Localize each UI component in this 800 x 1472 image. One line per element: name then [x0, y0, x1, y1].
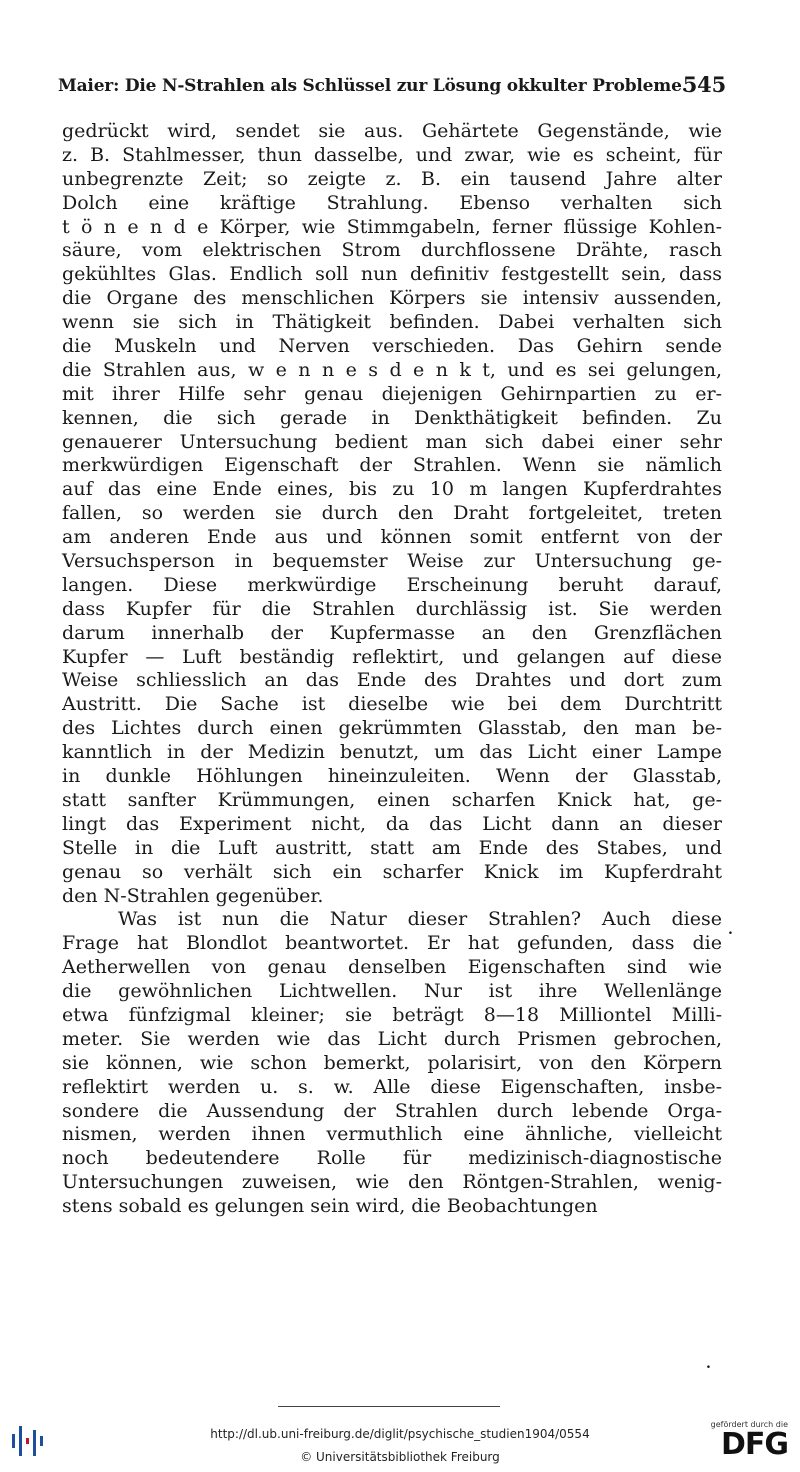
text-line: auf das eine Ende eines, bis zu 10 m langen Kupferdrahtes [62, 478, 722, 501]
text-line: genauerer Untersuchung bedient man sich dabei einer sehr [62, 430, 722, 453]
text-line: kennen, die sich gerade in Denkthätigkeit befinden. Zu [62, 406, 722, 429]
text-line: den N-Strahlen gegenüber. [62, 884, 324, 907]
text-line: des Lichtes durch einen gekrümmten Glasstab, den man be- [62, 717, 722, 740]
text-line: langen. Diese merkwürdige Erscheinung beruht darauf, [62, 573, 722, 596]
text-line: sondere die Aussendung der Strahlen durch lebende Orga- [62, 1099, 722, 1122]
text-line: fallen, so werden sie durch den Draht fortgeleitet, treten [62, 502, 722, 525]
text-line: nismen, werden ihnen vermuthlich eine ähnliche, vielleicht [62, 1123, 722, 1146]
dfg-caption: gefördert durch die [710, 1420, 788, 1429]
text-line: Weise schliesslich an das Ende des Drahtes und dort zum [62, 669, 722, 692]
text-line: Was ist nun die Natur dieser Strahlen? Auch diese [118, 908, 722, 931]
text-line: Versuchsperson in bequemster Weise zur Untersuchung ge- [62, 550, 722, 573]
text-line: Austritt. Die Sache ist dieselbe wie bei dem Durchtritt [62, 693, 722, 716]
footer-divider [278, 1406, 500, 1407]
text-line: unbegrenzte Zeit; so zeigte z. B. ein tausend Jahre alter [62, 167, 722, 190]
text-line: statt sanfter Krümmungen, einen scharfen Knick hat, ge- [62, 788, 722, 811]
text-line: Kupfer — Luft beständig reflektirt, und gelangen auf diese [62, 645, 722, 668]
text-line: die gewöhnlichen Lichtwellen. Nur ist ihre Wellenlänge [62, 980, 722, 1003]
text-line: Aetherwellen von genau denselben Eigenschaften sind wie [62, 956, 722, 979]
running-title: Maier: Die N-Strahlen als Schlüssel zur Lösung okkulter Probleme. [58, 76, 688, 96]
text-line: die Muskeln und Nerven verschieden. Das Gehirn sende [62, 335, 722, 358]
text-line: am anderen Ende aus und können somit entfernt von der [62, 526, 722, 549]
text-line: sie können, wie schon bemerkt, polarisirt, von den Körpern [62, 1051, 722, 1074]
text-line: etwa fünfzigmal kleiner; sie beträgt 8—18 Milliontel Milli- [62, 1003, 722, 1026]
text-line: reflektirt werden u. s. w. Alle diese Eigenschaften, insbe- [62, 1075, 722, 1098]
text-line: in dunkle Höhlungen hineinzuleiten. Wenn der Glasstab, [62, 765, 722, 788]
dfg-logo-icon [704, 1420, 788, 1460]
text-line: kanntlich in der Medizin benutzt, um das Licht einer Lampe [62, 741, 722, 764]
text-line: wenn sie sich in Thätigkeit befinden. Dabei verhalten sich [62, 311, 722, 334]
text-line: gekühltes Glas. Endlich soll nun definitiv festgestellt sein, dass [62, 263, 722, 286]
page-body [62, 120, 722, 1219]
dfg-wordmark: DFG [720, 1427, 788, 1462]
text-line: Untersuchungen zuweisen, wie den Röntgen-Strahlen, wenig- [62, 1171, 722, 1194]
text-line: stens sobald es gelungen sein wird, die Beobachtungen [62, 1195, 598, 1218]
text-line: Stelle in die Luft austritt, statt am Ende des Stabes, und [62, 836, 722, 859]
text-line: darum innerhalb der Kupfermasse an den Grenzflächen [62, 621, 722, 644]
text-line: meter. Sie werden wie das Licht durch Prismen gebrochen, [62, 1027, 722, 1050]
text-line: gedrückt wird, sendet sie aus. Gehärtete Gegenstände, wie [62, 120, 722, 142]
text-line: die Strahlen aus, w e n n e s d e n k t, und es sei gelungen, [62, 358, 722, 381]
text-line: Frage hat Blondlot beantwortet. Er hat gefunden, dass die [62, 932, 722, 955]
text-line: z. B. Stahlmesser, thun dasselbe, und zwar, wie es scheint, für [62, 143, 722, 166]
source-url[interactable]: http://dl.ub.uni-freiburg.de/diglit/psychische_studien1904/0554 [210, 1427, 590, 1441]
text-line: lingt das Experiment nicht, da das Licht dann an dieser [62, 812, 722, 835]
text-line: dass Kupfer für die Strahlen durchlässig ist. Sie werden [62, 597, 722, 620]
page-number: 545 [682, 72, 726, 97]
copyright-notice: © Universitätsbibliothek Freiburg [300, 1450, 500, 1464]
text-line: genau so verhält sich ein scharfer Knick im Kupferdraht [62, 860, 722, 883]
text-line: die Organe des menschlichen Körpers sie intensiv aussenden, [62, 287, 722, 310]
text-line: t ö n e n d e Körper, wie Stimmgabeln, ferner flüssige Kohlen- [62, 215, 722, 238]
text-line: säure, vom elektrischen Strom durchflossene Drähte, rasch [62, 239, 722, 262]
text-line: Dolch eine kräftige Strahlung. Ebenso verhalten sich [62, 191, 722, 214]
print-speck: . [728, 922, 733, 938]
text-line: mit ihrer Hilfe sehr genau diejenigen Gehirnpartien zu er- [62, 382, 722, 405]
running-header [58, 72, 726, 97]
text-line: noch bedeutendere Rolle für medizinisch-diagnostische [62, 1147, 722, 1170]
text-line: merkwürdigen Eigenschaft der Strahlen. Wenn sie nämlich [62, 454, 722, 477]
print-speck: . [706, 1356, 711, 1372]
